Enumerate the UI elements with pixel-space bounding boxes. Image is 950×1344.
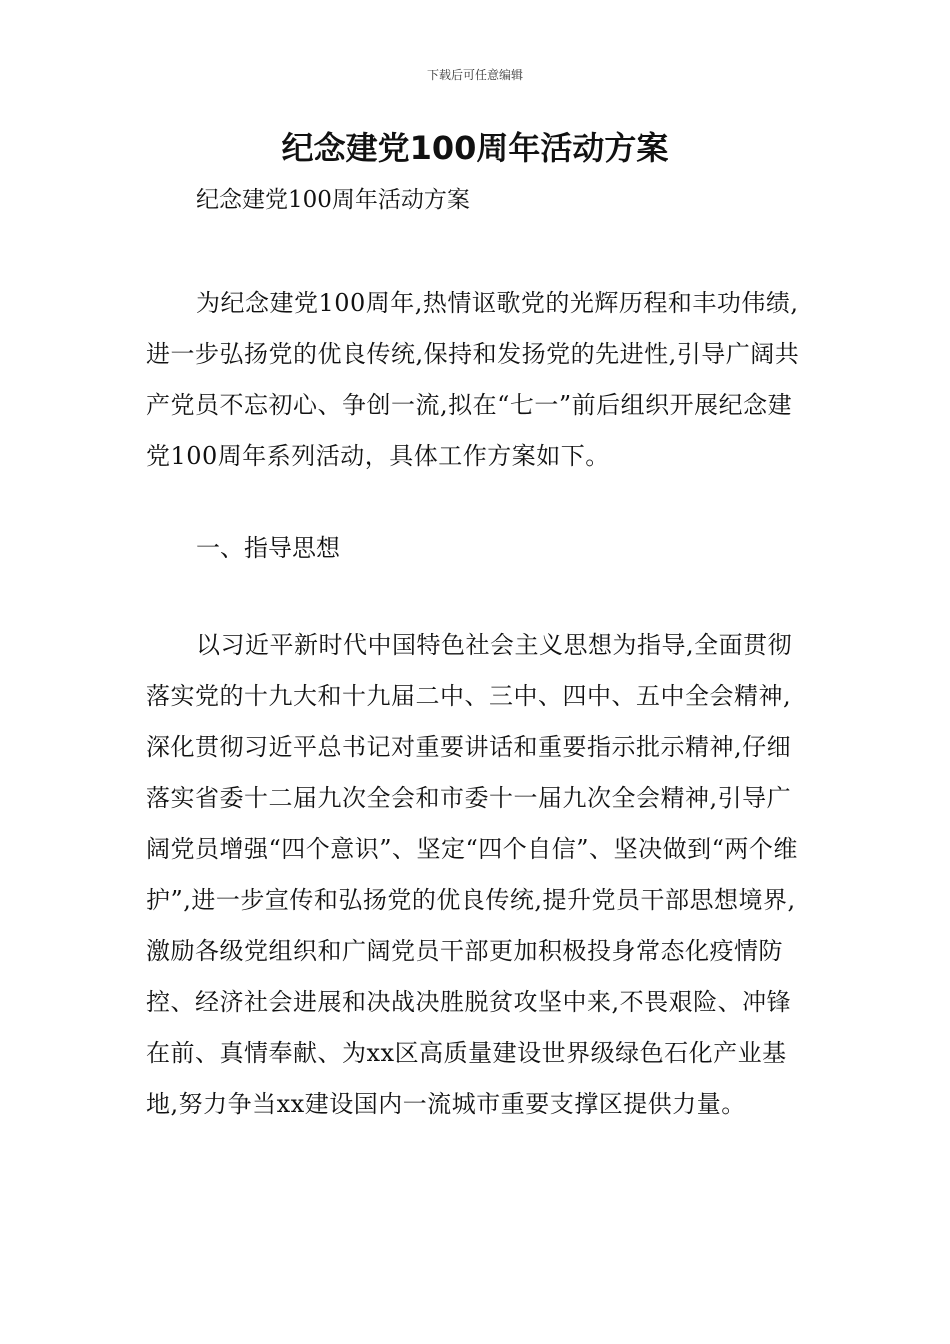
section-paragraph-guiding-ideology: 以习近平新时代中国特色社会主义思想为指导,全面贯彻落实党的十九大和十九届二中、三中、四中、五中全会精神,深化贯彻习近平总书记对重要讲话和重要指示批示精神,仔细落实省委十二届九次全会和市委十一届九次全会精神,引导广阔党员增强“四个意识”、坚定“四个自信”、坚决做到“两个维护”,进一步宣传和弘扬党的优良传统,提升党员干部思想境界,激励各级党组织和广阔党员干部更加积极投身常态化疫情防控、经济社会进展和决战决胜脱贫攻坚中来,不畏艰险、冲锋在前、真情奉献、为xx区高质量建设世界级绿色石化产业基地,努力争当xx建设国内一流城市重要支撑区提供力量。: [146, 631, 798, 1118]
document-subtitle: 纪念建党100周年活动方案: [196, 187, 470, 213]
document-title: 纪念建党100周年活动方案: [281, 129, 669, 167]
header-note: 下载后可任意编辑: [426, 68, 523, 82]
intro-paragraph: 为纪念建党100周年,热情讴歌党的光辉历程和丰功伟绩,进一步弘扬党的优良传统,保持和发扬党的先进性,引导广阔共产党员不忘初心、争创一流,拟在“七一”前后组织开展纪念建党100周年系列活动，具体工作方案如下。: [146, 289, 800, 470]
section-heading-guiding-ideology: 一、指导思想: [196, 534, 340, 562]
